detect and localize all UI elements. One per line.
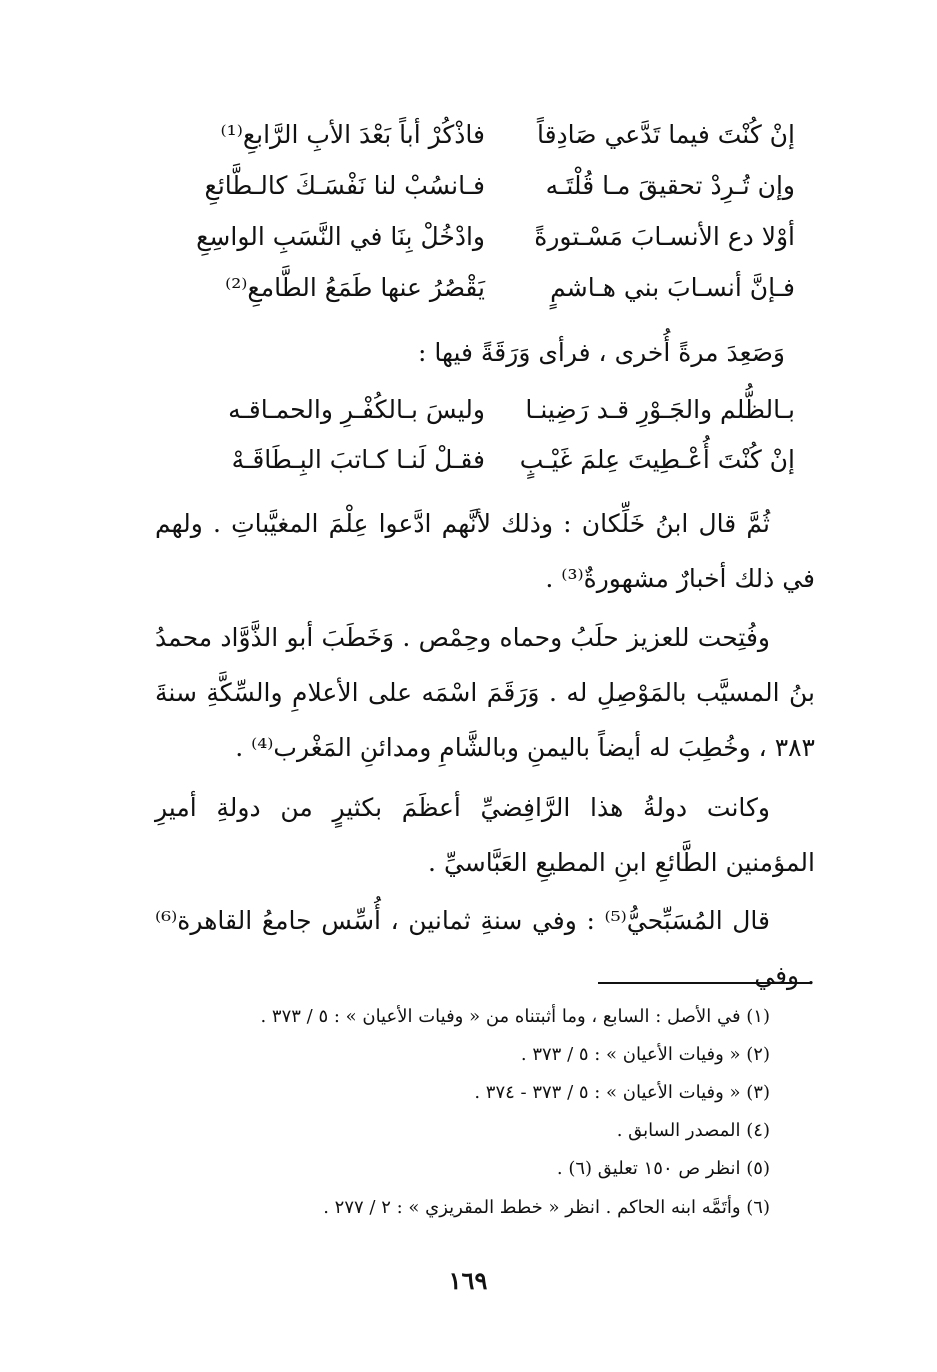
verse-first-hemistich: إنْ كُنْتَ فيما تَدَّعي صَادِقاً xyxy=(536,120,795,149)
verse-second-hemistich: وادْخُلْ بِنَا في النَّسَبِ الواسِعِ xyxy=(196,222,485,251)
page-number: ١٦٩ xyxy=(448,1266,488,1295)
verse-second-hemistich: فاذْكُرْ أباً بَعْدَ الأبِ الرَّابعِ⁽¹⁾ xyxy=(220,120,485,149)
intro-line: وَصَعِدَ مرةً أُخرى ، فرأى وَرَقَةً فيها : xyxy=(417,338,785,367)
footnote-1: (١) في الأصل : السابع ، وما أثبتناه من « وفيات الأعيان » : ٥ / ٣٧٣ . xyxy=(260,1006,770,1027)
verse-line xyxy=(185,214,795,260)
verse-line xyxy=(185,112,795,158)
paragraph-aleppo: وفُتِحت للعزيز حلَبُ وحماه وحِمْص . وَخَطَبَ أبو الذَّوَّاد محمدُ بنُ المسيَّب بالمَوْصِلِ له . وَرَقَمَ اسْمَه على الأعلامِ والسِّكَّةِ سنةَ ٣٨٣ ، وخُطِبَ له أيضاً باليمنِ وبالشَّامِ ومدائنِ المَغْرب⁽⁴⁾ . xyxy=(155,623,815,762)
footnote-separator xyxy=(598,982,812,984)
verse-line xyxy=(185,437,795,483)
verse-first-hemistich: بـالظُّلم والجَـوْرِ قـد رَضِينـا xyxy=(525,395,795,424)
verse-second-hemistich: يَقْصُرُ عنها طَمَعُ الطَّامعِ⁽²⁾ xyxy=(225,273,485,302)
verse-second-hemistich: فقـلْ لَنـا كـاتبَ البِـطَاقَـهْ xyxy=(231,445,485,474)
footnote-3: (٣) « وفيات الأعيان » : ٥ / ٣٧٣ - ٣٧٤ . xyxy=(474,1082,770,1103)
verse-line xyxy=(185,265,795,311)
paragraph-ibn-khallikan: ثُمَّ قال ابنُ خَلِّكان : وذلك لأنَّهم ادَّعوا عِلْمَ المغيَّباتِ . ولهم في ذلك أخبارٌ مشهورةٌ⁽³⁾ . xyxy=(155,509,815,593)
verse-first-hemistich: وإن تُـرِدْ تحقيقَ مـا قُلْتَـه xyxy=(545,171,795,200)
verse-second-hemistich: فـانسُبْ لنا نَفْسَـكَ كالـطَّائعِ xyxy=(204,171,485,200)
paragraph-musabbihi: قال المُسَبِّحيُّ⁽⁵⁾ : وفي سنةِ ثمانين ، أُسِّس جامعُ القاهرة⁽⁶⁾ . وفي xyxy=(155,906,815,990)
footnote-4: (٤) المصدر السابق . xyxy=(616,1120,770,1141)
verse-first-hemistich: فـإنَّ أنسـابَ بني هـاشمٍ xyxy=(550,273,795,302)
verse-line xyxy=(185,163,795,209)
verse-second-hemistich: وليسَ بـالكُفْـرِ والحمـاقـه xyxy=(228,395,485,424)
footnote-5: (٥) انظر ص ١٥٠ تعليق (٦) . xyxy=(556,1158,770,1179)
verse-first-hemistich: إنْ كُنْتَ أُعْـطِيتَ عِلمَ غَيْـبٍ xyxy=(519,445,795,474)
footnote-6: (٦) وأتَمَّه ابنه الحاكم . انظر « خطط المقريزي » : ٢ / ٢٧٧ . xyxy=(323,1197,770,1218)
verse-first-hemistich: أوْلا دع الأنسـابَ مَسْـتورةً xyxy=(534,222,795,251)
footnote-2: (٢) « وفيات الأعيان » : ٥ / ٣٧٣ . xyxy=(520,1044,770,1065)
paragraph-state: وكانت دولةُ هذا الرَّافِضيِّ أعظَمَ بكثيرٍ من دولةِ أميرِ المؤمنين الطَّائعِ ابنِ المطيعِ العَبَّاسيِّ . xyxy=(155,793,815,877)
verse-line xyxy=(185,387,795,433)
